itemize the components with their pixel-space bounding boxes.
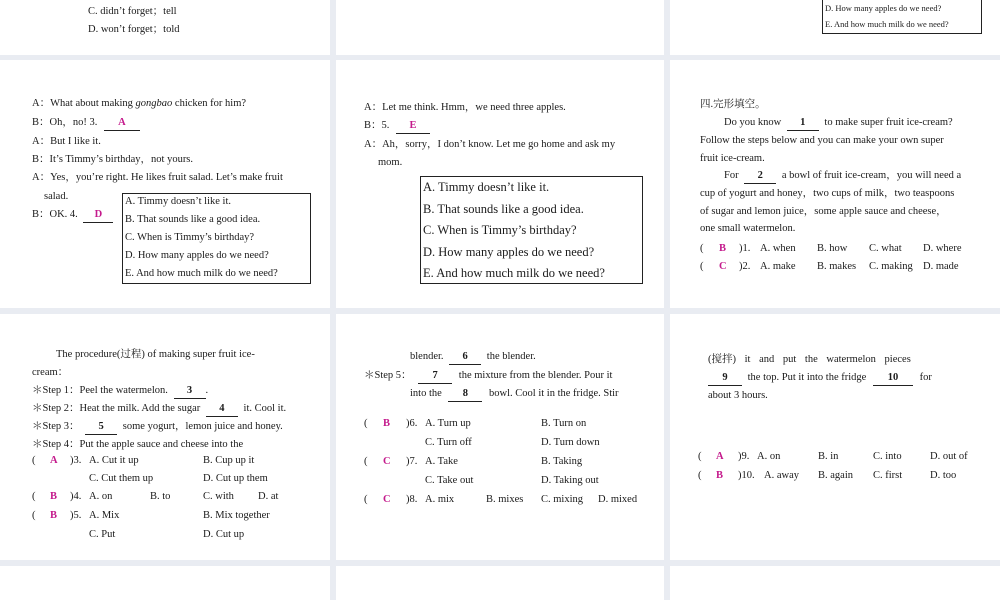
blank-5: 5 [85,420,117,435]
section-heading: 四.完形填空。 [700,99,766,110]
question-num: )3. [70,455,82,466]
dialogue-line: A：Yes，you’re right. He likes fruit salad. Let’s make fruit [32,172,283,183]
bottom-mid-card [336,566,664,600]
blank-10: 10 [873,371,913,386]
option-a: A. Mix [89,510,120,521]
dialogue-line: A：What about making gongbao chicken for him? [32,98,247,109]
dialogue-line: A：But I like it. [32,136,101,147]
option-d: D. where [923,243,962,254]
top-mid-card [336,0,664,55]
option-b: B. Cup up it [203,455,255,466]
question-row: ( [698,451,702,462]
passage-text: Do you know [724,117,782,128]
dialogue-mid-card [336,60,664,308]
option-d: D. Cut up them [203,473,268,484]
passage-text: blender. [410,351,444,362]
question-num: )2. [739,261,751,272]
dialogue-line [32,116,140,131]
passage-text: some yogurt，lemon juice and honey. [122,421,283,432]
procedure-mid-card [336,314,664,560]
passage-text: for [919,372,932,383]
option-d: D. How many apples do we need? [423,245,595,259]
option-b: B. makes [817,261,857,272]
option-a: A. mix [425,494,455,505]
option-d: D. at [258,491,279,502]
option-a: A. Timmy doesn’t like it. [125,196,231,207]
passage-line: one small watermelon. [700,223,796,234]
option-a: A. Timmy doesn’t like it. [423,180,550,194]
option-c: C. Take out [425,475,474,486]
question-row: ( [698,470,702,481]
option-d: D. out of [930,451,968,462]
answer-mark: C [719,261,727,272]
answer-mark: C [383,456,391,467]
option-a: A. on [89,491,113,502]
top-left-card [0,0,330,55]
blank-9: 9 [708,371,742,386]
question-num: )7. [406,456,418,467]
option-c: C. Cut them up [89,473,154,484]
option-a: A. Cut it up [89,455,139,466]
dialogue-line: A：Let me think. Hmm，we need three apples. [364,102,566,113]
blank-1: 1 [787,116,819,131]
blank-6: 6 [449,350,481,365]
passage-line [32,420,283,435]
passage-text: For [724,170,739,181]
option-a: A. Take [425,456,458,467]
blank-3: 3 [174,384,206,399]
option-d: D. Turn down [541,437,600,448]
passage-text: to make super fruit ice-cream? [824,117,953,128]
passage-line: ＊Step 1：Peel the watermelon. 3 . [32,384,208,399]
question-num: )9. [738,451,750,462]
option-d: D. How many apples do we need? [825,3,942,13]
dialogue-text: B：Oh，no! 3. [32,117,98,128]
dialogue-line: mom. [378,157,403,168]
option-b: B. Turn on [541,418,587,429]
passage-line [724,169,961,184]
option-c: C. first [873,470,903,481]
option-a: A. make [760,261,796,272]
options-box [122,193,311,284]
option-b: B. again [818,470,853,481]
question-row: ( [32,491,36,502]
passage-line: cream： [32,367,69,378]
passage-text: ＊Step 3： [32,421,80,432]
passage-text: it. Cool it. [243,403,287,414]
passage-line: The procedure(过程) of making super fruit ice- [56,349,255,360]
dialogue-line: A：Ah，sorry，I don’t know. Let me go home and ask my [364,139,616,150]
option-a: A. when [760,243,796,254]
passage-line [410,387,619,402]
option-d: D. Cut up [203,529,245,540]
answer-blank-3: A [104,116,140,131]
passage-line [708,371,932,386]
passage-line: (搅拌) it and put the watermelon pieces [708,354,911,365]
option-c: C. with [203,491,234,502]
option-a: A. Turn up [425,418,471,429]
blank-2: 2 [744,169,776,184]
question-row: ( [32,455,36,466]
passage-text: ＊Step 5： [364,370,412,381]
option-c: C. making [869,261,913,272]
passage-line: ＊Step 4：Put the apple sauce and cheese into the [32,439,244,450]
passage-text: into the [410,388,442,399]
option-c: C. into [873,451,902,462]
question-num: )8. [406,494,418,505]
option-line: C. didn’t forget；tell [88,6,177,17]
question-row: ( [364,494,368,505]
answer-blank-5: E [396,119,430,134]
option-a: A. away [764,470,799,481]
answer-mark: B [50,510,58,521]
option-e: E. And how much milk do we need? [825,19,949,29]
answer-mark: A [50,455,58,466]
answer-blank-4: D [83,208,113,223]
option-b: B. mixes [486,494,524,505]
passage-line: fruit ice-cream. [700,153,765,164]
procedure-right-card [670,314,1000,560]
passage-line [364,369,612,384]
question-row: ( [700,261,704,272]
dialogue-text: B：5. [364,120,390,131]
question-num: )5. [70,510,82,521]
question-num: )6. [406,418,418,429]
option-d: D. How many apples do we need? [125,250,269,261]
answer-mark: A [716,451,724,462]
passage-text: ＊Step 2：Heat the milk. Add the sugar [32,403,201,414]
bottom-right-card [670,566,1000,600]
options-box [822,0,982,34]
passage-text: the blender. [486,351,536,362]
option-b: B. Mix together [203,510,270,521]
bottom-left-card [0,566,330,600]
option-c: C. When is Timmy’s birthday? [423,223,577,237]
passage-line: of sugar and lemon juice，some apple sauce and cheese， [700,206,947,217]
answer-mark: B [383,418,391,429]
passage-text: the mixture from the blender. Pour it [458,370,613,381]
question-row: ( [364,418,368,429]
question-row: ( [32,510,36,521]
option-d: D. Taking out [541,475,599,486]
option-c: C. Put [89,529,116,540]
dialogue-line: salad. [44,191,69,202]
option-b: B. to [150,491,171,502]
option-c: C. what [869,243,902,254]
dialogue-line: B：It’s Timmy’s birthday，not yours. [32,154,194,165]
options-box [420,176,643,284]
question-num: )4. [70,491,82,502]
option-b: B. That sounds like a good idea. [125,214,261,225]
passage-line: cup of yogurt and honey，two cups of milk，two teaspoons [700,188,955,199]
passage-text: bowl. Cool it in the fridge. Stir [489,388,619,399]
top-right-card [670,0,1000,55]
passage-line: about 3 hours. [708,390,768,401]
passage-line [724,116,953,131]
question-num: )1. [739,243,751,254]
question-num: )10. [738,470,755,481]
cloze-intro-card [670,60,1000,308]
blank-4: 4 [206,402,238,417]
option-c: C. mixing [541,494,584,505]
option-b: B. how [817,243,848,254]
answer-mark: B [719,243,727,254]
passage-text: ＊Step 1：Peel the watermelon. [32,385,168,396]
option-b: B. Taking [541,456,583,467]
option-c: C. Turn off [425,437,472,448]
answer-mark: C [383,494,391,505]
option-b: B. That sounds like a good idea. [423,202,584,216]
blank-7: 7 [418,369,452,384]
passage-line: Follow the steps below and you can make your own super [700,135,944,146]
answer-mark: B [716,470,724,481]
option-line: D. won’t forget；told [88,24,180,35]
dialogue-text: B：OK. 4. [32,209,78,220]
option-b: B. in [818,451,839,462]
option-d: D. made [923,261,959,272]
option-a: A. on [757,451,781,462]
passage-text: the top. Put it into the fridge [747,372,867,383]
option-d: D. mixed [598,494,638,505]
option-d: D. too [930,470,957,481]
question-row: ( [364,456,368,467]
option-e: E. And how much milk do we need? [125,268,278,279]
procedure-left-card [0,314,330,560]
answer-mark: B [50,491,58,502]
question-row: ( [700,243,704,254]
blank-8: 8 [448,387,482,402]
dialogue-line [32,208,113,223]
option-c: C. When is Timmy’s birthday? [125,232,255,243]
option-e: E. And how much milk do we need? [423,266,605,280]
dialogue-left-card [0,60,330,308]
dialogue-line [364,119,430,134]
passage-line [32,402,286,417]
passage-line [410,350,536,365]
passage-text: a bowl of fruit ice-cream，you will need a [781,170,962,181]
